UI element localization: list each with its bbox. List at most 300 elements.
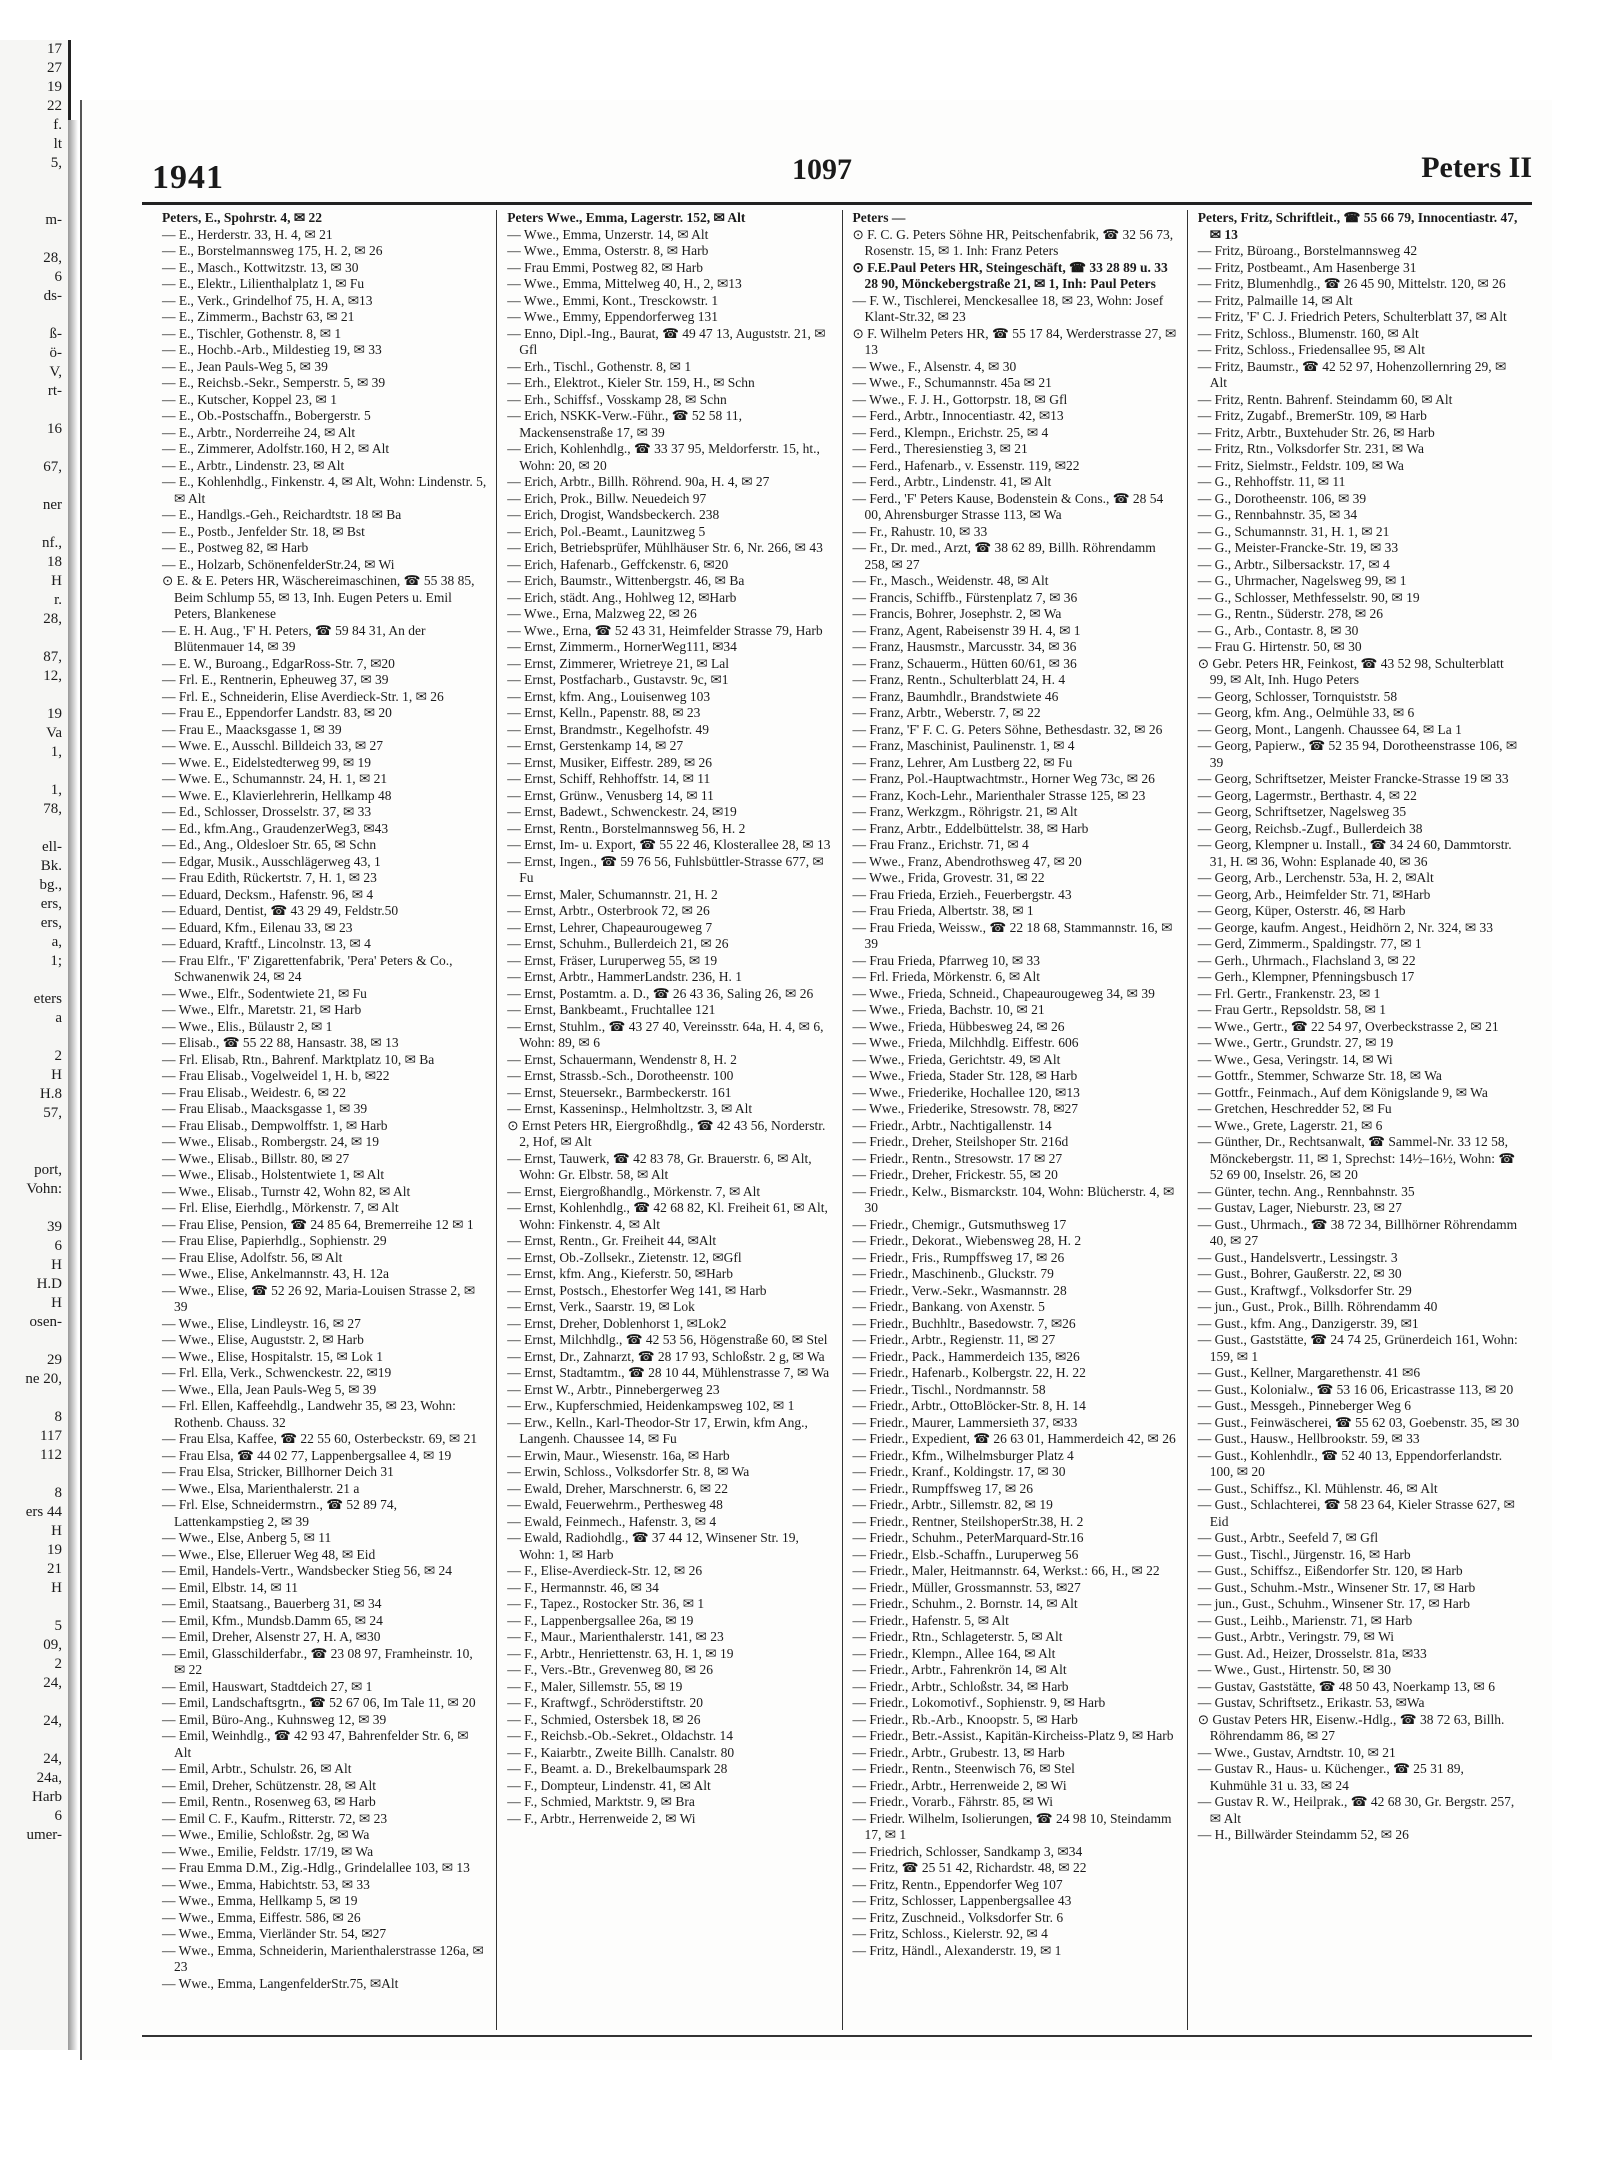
directory-entry: — Gustav, Gaststätte, ☎ 48 50 43, Noerkamp 13, ✉ 6 bbox=[1197, 1678, 1495, 1694]
directory-entry: — Friedr., Arbtr., Sillemstr. 82, ✉ 19 bbox=[852, 1497, 1053, 1512]
directory-entry: — Georg, Schlosser, Tornquiststr. 58 bbox=[1197, 688, 1398, 704]
directory-entry: — Frl. Ella, Verk., Schwenckestr. 22, ✉19 bbox=[162, 1365, 392, 1380]
directory-entry: — Frau Emma D.M., Zig.-Hdlg., Grindelallee 103, ✉ 13 bbox=[162, 1860, 470, 1875]
directory-entry: — Friedr., Arbtr., Fahrenkrön 14, ✉ Alt bbox=[852, 1662, 1067, 1677]
directory-entry: — Francis, Schiffb., Fürstenplatz 7, ✉ 36 bbox=[852, 589, 1078, 605]
directory-entry: — Wwe., Emma, Schneiderin, Marienthalerstrasse 126a, ✉ 23 bbox=[162, 1942, 484, 1974]
directory-entry: — Friedr., Hafenarb., Kolbergstr. 22, H. 22 bbox=[852, 1365, 1086, 1380]
directory-entry: — Wwe., Frida, Grovestr. 31, ✉ 22 bbox=[852, 870, 1045, 885]
header-year: 1941 bbox=[152, 159, 224, 196]
previous-page-line: 1; bbox=[50, 953, 62, 969]
directory-entry: — Wwe., Frieda, Schneid., Chapeaurougeweg 34, ✉ 39 bbox=[852, 985, 1155, 1001]
directory-entry: — Georg, Mont., Langenh. Chaussee 64, ✉ La 1 bbox=[1197, 721, 1462, 737]
directory-entry: — E. H. Aug., 'F' H. Peters, ☎ 59 84 31, An der Blütenmauer 14, ✉ 39 bbox=[162, 622, 426, 654]
directory-entry: — Günther, Dr., Rechtsanwalt, ☎ Sammel-Nr. 33 12 58, Mönckebergstr. 11, ✉ 1, Sprechst: 14½–16½, Wohn: ☎ 52 69 00, Inselstr. 26, ✉ 20 bbox=[1197, 1134, 1516, 1182]
directory-entry: — Erich, Kohlenhdlg., ☎ 33 37 95, Meldorferstr. 15, ht., Wohn: 20, ✉ 20 bbox=[507, 441, 820, 473]
previous-page-line: H bbox=[51, 1523, 62, 1539]
directory-entry: — Frau Gertr., Repsoldstr. 58, ✉ 1 bbox=[1197, 1002, 1387, 1017]
previous-page-line: ner bbox=[42, 497, 62, 513]
directory-entry: — Fritz, Büroang., Borstelmannsweg 42 bbox=[1197, 243, 1418, 258]
directory-entry: — Wwe., Elisab., Turnstr 42, Wohn 82, ✉ Alt bbox=[162, 1183, 411, 1199]
directory-entry: — G., Rentn., Süderstr. 278, ✉ 26 bbox=[1197, 606, 1384, 621]
previous-page-line bbox=[0, 629, 68, 648]
directory-entry: — Friedr., Chemigr., Gutsmuthsweg 17 bbox=[852, 1216, 1067, 1232]
previous-page-line: 39 bbox=[47, 1219, 62, 1235]
directory-entry: — Ferd., Klempn., Erichstr. 25, ✉ 4 bbox=[852, 424, 1049, 440]
directory-entry: — Wwe., Emma, Hellkamp 5, ✉ 19 bbox=[162, 1893, 358, 1908]
directory-entry: — G., Uhrmacher, Nagelsweg 99, ✉ 1 bbox=[1197, 573, 1407, 588]
directory-entry: — Wwe., Emma, Vierländer Str. 54, ✉27 bbox=[162, 1926, 387, 1941]
directory-entry: — Ferd., Hafenarb., v. Essenstr. 119, ✉22 bbox=[852, 457, 1080, 473]
directory-entry: — Ernst, Kohlenhdlg., ☎ 42 68 82, Kl. Freiheit 61, ✉ Alt, Wohn: Finkenstr. 4, ✉ Alt bbox=[507, 1200, 828, 1232]
directory-entry: — Erwin, Schloss., Volksdorfer Str. 8, ✉ Wa bbox=[507, 1464, 750, 1479]
directory-entry: — Friedr., Arbtr., OttoBlöcker-Str. 8, H. 14 bbox=[852, 1398, 1086, 1413]
previous-page-line: 27 bbox=[47, 60, 62, 76]
directory-entry: — E., Jean Pauls-Weg 5, ✉ 39 bbox=[162, 358, 328, 374]
directory-entry: Peters, E., Spohrstr. 4, ✉ 22 bbox=[162, 210, 323, 225]
directory-entry: — Ernst, Stuhlm., ☎ 43 27 40, Vereinsstr. 64a, H. 4, ✉ 6, Wohn: 89, ✉ 6 bbox=[507, 1018, 824, 1050]
directory-entry: — G., Meister-Francke-Str. 19, ✉ 33 bbox=[1197, 540, 1399, 555]
directory-entry: — F., Schmied, Marktstr. 9, ✉ Bra bbox=[507, 1794, 695, 1809]
directory-entry: — Fritz, Zuschneid., Volksdorfer Str. 6 bbox=[852, 1909, 1064, 1925]
directory-entry: — Friedr., Klempn., Allee 164, ✉ Alt bbox=[852, 1645, 1056, 1661]
directory-entry: — Friedr., Tischl., Nordmannstr. 58 bbox=[852, 1381, 1046, 1397]
directory-entry: — Gustav R., Haus- u. Küchenger., ☎ 25 31 89, Kuhmühle 31 u. 33, ✉ 24 bbox=[1197, 1761, 1464, 1793]
directory-entry: — E., Handlgs.-Geh., Reichardtstr. 18 ✉ Ba bbox=[162, 507, 402, 522]
directory-entry: — Wwe., Emma, Mittelweg 40, H., 2, ✉13 bbox=[507, 276, 742, 291]
directory-entry: — Friedr., Buchhltr., Basedowstr. 7, ✉26 bbox=[852, 1315, 1076, 1331]
previous-page-line: 1, bbox=[50, 744, 62, 760]
directory-entry: — Ernst, Milchhdlg., ☎ 42 53 56, Högenstraße 60, ✉ Stel bbox=[507, 1332, 828, 1347]
directory-entry: — F., Schmied, Ostersbek 18, ✉ 26 bbox=[507, 1711, 701, 1727]
directory-entry: — Wwe. E., Schumannstr. 24, H. 1, ✉ 21 bbox=[162, 771, 388, 786]
directory-entry: — Gust., Uhrmach., ☎ 38 72 34, Billhörner Röhrendamm 40, ✉ 27 bbox=[1197, 1216, 1518, 1248]
directory-entry: — Ernst, Gerstenkamp 14, ✉ 27 bbox=[507, 738, 684, 753]
directory-entry: — Frau Elise, Pension, ☎ 24 85 64, Bremerreihe 12 ✉ 1 bbox=[162, 1216, 474, 1232]
directory-entry: — Gust., Kellner, Margarethenstr. 41 ✉6 bbox=[1197, 1365, 1421, 1380]
directory-entry: — Gust., Kolonialw., ☎ 53 16 06, Ericastrasse 113, ✉ 20 bbox=[1197, 1381, 1514, 1397]
directory-entry: — Wwe., Emilie, Schloßstr. 2g, ✉ Wa bbox=[162, 1827, 370, 1842]
directory-entry: — Frl. Gertr., Frankenstr. 23, ✉ 1 bbox=[1197, 985, 1381, 1001]
directory-entry: — Ernst, Arbtr., HammerLandstr. 236, H. 1 bbox=[507, 969, 742, 984]
directory-entry: — F., Arbtr., Henriettenstr. 63, H. 1, ✉ 19 bbox=[507, 1645, 734, 1661]
directory-entry: — Ernst, Arbtr., Osterbrook 72, ✉ 26 bbox=[507, 903, 710, 918]
directory-entry: — Franz, Pol.-Hauptwachtmstr., Horner Weg 73c, ✉ 26 bbox=[852, 771, 1155, 786]
directory-entry: — Friedr., Kranf., Koldingstr. 17, ✉ 30 bbox=[852, 1464, 1066, 1479]
previous-page-line: 6 bbox=[54, 1808, 62, 1824]
previous-page-line: H.D bbox=[36, 1276, 62, 1292]
bottom-rule bbox=[142, 2035, 1532, 2037]
directory-entry: — Frau G. Hirtenstr. 50, ✉ 30 bbox=[1197, 639, 1362, 654]
directory-entry: — Ernst, Bankbeamt., Fruchtallee 121 bbox=[507, 1002, 716, 1017]
previous-page-line: 78, bbox=[43, 801, 62, 817]
previous-page-line: eters bbox=[33, 991, 62, 1007]
directory-entry: — Wwe., Ella, Jean Pauls-Weg 5, ✉ 39 bbox=[162, 1381, 377, 1397]
directory-entry: — Erich, Pol.-Beamt., Launitzweg 5 bbox=[507, 523, 706, 539]
directory-entry: — Frau Elsa, Kaffee, ☎ 22 55 60, Osterbeckstr. 69, ✉ 21 bbox=[162, 1431, 478, 1446]
directory-entry: — Wwe., Elisab., Holstentwiete 1, ✉ Alt bbox=[162, 1167, 385, 1182]
directory-entry: — Franz, Schauerm., Hütten 60/61, ✉ 36 bbox=[852, 655, 1077, 671]
previous-page-line bbox=[0, 439, 68, 458]
directory-entry: — Friedr., Rb.-Arb., Knoopstr. 5, ✉ Harb bbox=[852, 1711, 1078, 1727]
previous-page-line: Harb bbox=[32, 1789, 62, 1805]
previous-page-line: port, bbox=[34, 1162, 62, 1178]
directory-entry: ⊙ E. & E. Peters HR, Wäschereimaschinen, ☎ 55 38 85, Beim Schlump 55, ✉ 13, Inh. Eugen Peters u. Emil Peters, Blankenese bbox=[162, 573, 475, 621]
directory-entry: — E., Hochb.-Arb., Mildestieg 19, ✉ 33 bbox=[162, 342, 382, 357]
directory-entry: — Gerh., Uhrmach., Flachsland 3, ✉ 22 bbox=[1197, 952, 1416, 968]
directory-entry: — Frl. Else, Schneidermstrn., ☎ 52 89 74, Lattenkampstieg 2, ✉ 39 bbox=[162, 1497, 398, 1529]
previous-page-line: ß- bbox=[49, 326, 62, 342]
directory-entry: — Erich, städt. Ang., Hohlweg 12, ✉Harb bbox=[507, 589, 737, 605]
directory-entry: — Frl. Frieda, Mörkenstr. 6, ✉ Alt bbox=[852, 969, 1041, 984]
previous-page-line: 24, bbox=[43, 1713, 62, 1729]
directory-entry: — Emil, Büro-Ang., Kuhnsweg 12, ✉ 39 bbox=[162, 1711, 387, 1727]
directory-entry: — F., Reichsb.-Ob.-Sekret., Oldachstr. 14 bbox=[507, 1728, 734, 1743]
directory-entry: — Ferd., Arbtr., Lindenstr. 41, ✉ Alt bbox=[852, 474, 1052, 489]
directory-entry: — Ernst, Brandmstr., Kegelhofstr. 49 bbox=[507, 721, 709, 737]
directory-entry: — E., Kutscher, Koppel 23, ✉ 1 bbox=[162, 391, 337, 407]
directory-entry: — Fritz, Rentn., Eppendorfer Weg 107 bbox=[852, 1876, 1063, 1892]
previous-page-line: a, bbox=[51, 934, 62, 950]
directory-entry: — Friedr. Wilhelm, Isolierungen, ☎ 24 98 10, Steindamm 17, ✉ 1 bbox=[852, 1810, 1172, 1842]
previous-page-line: 87, bbox=[43, 649, 62, 665]
directory-entry: — E., Kohlenhdlg., Finkenstr. 4, ✉ Alt, Wohn: Lindenstr. 5, ✉ Alt bbox=[162, 474, 487, 506]
directory-entry: — Fritz, Schloss., Kielerstr. 92, ✉ 4 bbox=[852, 1926, 1048, 1941]
directory-entry: — Frau Elise, Adolfstr. 56, ✉ Alt bbox=[162, 1249, 343, 1265]
previous-page-line: osen- bbox=[29, 1314, 62, 1330]
directory-entry: — Ernst, Tauwerk, ☎ 42 83 78, Gr. Brauerstr. 6, ✉ Alt, Wohn: Gr. Elbstr. 58, ✉ Alt bbox=[507, 1150, 812, 1182]
directory-entry: — Ernst, Postamtm. a. D., ☎ 26 43 36, Saling 26, ✉ 26 bbox=[507, 985, 814, 1001]
directory-entry: — E., Reichsb.-Sekr., Semperstr. 5, ✉ 39 bbox=[162, 375, 386, 390]
directory-entry: — Gust., Messgeh., Pinneberger Weg 6 bbox=[1197, 1398, 1412, 1413]
previous-page-line: 19 bbox=[47, 1542, 62, 1558]
directory-entry: — Friedrich, Schlosser, Sandkamp 3, ✉34 bbox=[852, 1843, 1083, 1859]
header-page-number: 1097 bbox=[792, 153, 852, 186]
directory-entry: — Erich, Arbtr., Billh. Röhrend. 90a, H. 4, ✉ 27 bbox=[507, 474, 770, 489]
directory-entry: — Ernst, Musiker, Eiffestr. 289, ✉ 26 bbox=[507, 754, 713, 770]
directory-entry: — Franz, Koch-Lehr., Marienthaler Strasse 125, ✉ 23 bbox=[852, 787, 1146, 803]
directory-entry: — Emil C. F., Kaufm., Ritterstr. 72, ✉ 23 bbox=[162, 1810, 388, 1826]
directory-entry: — Friedr., Dekorat., Wiebensweg 28, H. 2 bbox=[852, 1233, 1082, 1248]
directory-entry: Peters, Fritz, Schriftleit., ☎ 55 66 79, Innocentiastr. 47, ✉ 13 bbox=[1197, 210, 1518, 242]
directory-entry: — Fritz, Rentn. Bahrenf. Steindamm 60, ✉ Alt bbox=[1197, 391, 1453, 407]
directory-entry: — Gerh., Klempner, Pfenningsbusch 17 bbox=[1197, 969, 1415, 984]
directory-entry: — G., Dorotheenstr. 106, ✉ 39 bbox=[1197, 490, 1367, 506]
directory-entry: — Ferd., Arbtr., Innocentiastr. 42, ✉13 bbox=[852, 408, 1064, 423]
previous-page-line: 5, bbox=[50, 155, 62, 171]
directory-entry: — Gust., Kohlenhdlr., ☎ 52 40 13, Eppendorferlandstr. 100, ✉ 20 bbox=[1197, 1447, 1503, 1479]
previous-page-line bbox=[0, 1465, 68, 1484]
previous-page-line: umer- bbox=[26, 1827, 62, 1843]
previous-page-line: 117 bbox=[40, 1428, 62, 1444]
directory-entry: — Gust., Hausw., Hellbrookstr. 59, ✉ 33 bbox=[1197, 1431, 1420, 1446]
previous-page-line: H bbox=[51, 1295, 62, 1311]
directory-entry: — Ed., Schlosser, Drosselstr. 37, ✉ 33 bbox=[162, 804, 372, 819]
directory-entry: — Wwe., Frieda, Gerichtstr. 49, ✉ Alt bbox=[852, 1051, 1061, 1067]
directory-entry: — Frau E., Maacksgasse 1, ✉ 39 bbox=[162, 721, 342, 737]
directory-entry: — G., Arb., Contastr. 8, ✉ 30 bbox=[1197, 622, 1359, 638]
directory-entry: — Wwe., Elisab., Rombergstr. 24, ✉ 19 bbox=[162, 1134, 380, 1149]
directory-entry: — Frl. Ellen, Kaffeehdlg., Landwehr 35, ✉ 23, Wohn: Rothenb. Chauss. 32 bbox=[162, 1398, 456, 1430]
column-2 bbox=[497, 210, 842, 2030]
directory-entry: — Frl. E., Schneiderin, Elise Averdieck-Str. 1, ✉ 26 bbox=[162, 688, 444, 704]
previous-page-line: 29 bbox=[47, 1352, 62, 1368]
directory-entry: — F., Hermannstr. 46, ✉ 34 bbox=[507, 1579, 659, 1595]
directory-entry: — Ewald, Feinmech., Hafenstr. 3, ✉ 4 bbox=[507, 1513, 717, 1529]
directory-entry: — Fritz, Sielmstr., Feldstr. 109, ✉ Wa bbox=[1197, 457, 1404, 473]
previous-page-line: 112 bbox=[40, 1447, 62, 1463]
directory-entry: — Emil, Rentn., Rosenweg 63, ✉ Harb bbox=[162, 1794, 376, 1809]
directory-entry: — G., Arbtr., Silbersackstr. 17, ✉ 4 bbox=[1197, 556, 1390, 572]
directory-entry: — Fritz, ☎ 25 51 42, Richardstr. 48, ✉ 22 bbox=[852, 1860, 1087, 1875]
directory-entry: — Fritz, 'F' C. J. Friedrich Peters, Schulterblatt 37, ✉ Alt bbox=[1197, 309, 1507, 324]
directory-entry: — Ernst, Eiergroßhandlg., Mörkenstr. 7, ✉ Alt bbox=[507, 1183, 761, 1199]
directory-entry: — Gust., Leihb., Marienstr. 71, ✉ Harb bbox=[1197, 1612, 1413, 1628]
directory-entry: — Friedr., Expedient, ☎ 26 63 01, Hammerdeich 42, ✉ 26 bbox=[852, 1431, 1176, 1446]
directory-entry: — Emil, Handels-Vertr., Wandsbecker Stieg 56, ✉ 24 bbox=[162, 1563, 453, 1578]
previous-page-line: 8 bbox=[54, 1485, 62, 1501]
directory-entry: — Friedr., Schuhm., 2. Bornstr. 14, ✉ Alt bbox=[852, 1596, 1078, 1611]
directory-entry: — Emil, Staatsang., Bauerberg 31, ✉ 34 bbox=[162, 1596, 382, 1611]
directory-entry: — G., Schumannstr. 31, H. 1, ✉ 21 bbox=[1197, 523, 1390, 539]
directory-entry: — Fr., Rahustr. 10, ✉ 33 bbox=[852, 523, 988, 539]
directory-entry: — Erh., Elektrot., Kieler Str. 159, H., ✉ Schn bbox=[507, 375, 755, 390]
directory-entry: — Friedr., Bankang. von Axenstr. 5 bbox=[852, 1299, 1045, 1314]
previous-page-line: 24, bbox=[43, 1675, 62, 1691]
previous-page-text bbox=[0, 40, 68, 1845]
previous-page-line: Bk. bbox=[40, 858, 62, 874]
directory-entry: — Wwe., Frieda, Stader Str. 128, ✉ Harb bbox=[852, 1068, 1078, 1083]
directory-entry: — Fritz, Schloss., Friedensallee 95, ✉ Alt bbox=[1197, 342, 1426, 357]
directory-entry: — Friedr., Rentner, SteilshoperStr.38, H. 2 bbox=[852, 1513, 1084, 1529]
directory-entry: — Gust., Schlachterei, ☎ 58 23 64, Kieler Strasse 627, ✉ Eid bbox=[1197, 1497, 1515, 1529]
directory-page bbox=[80, 100, 1552, 2060]
directory-entry: — Georg, Küper, Osterstr. 46, ✉ Harb bbox=[1197, 903, 1406, 918]
previous-page-line bbox=[0, 971, 68, 990]
directory-entry: — Gottfr., Stemmer, Schwarze Str. 18, ✉ Wa bbox=[1197, 1068, 1442, 1083]
directory-entry: — Wwe., Elise, Lindleystr. 16, ✉ 27 bbox=[162, 1315, 361, 1331]
directory-entry: — H., Billwärder Steindamm 52, ✉ 26 bbox=[1197, 1827, 1409, 1842]
directory-entry: — Ernst, Ingen., ☎ 59 76 56, Fuhlsbüttler-Strasse 677, ✉ Fu bbox=[507, 853, 824, 885]
previous-page-line: rt- bbox=[47, 383, 62, 399]
previous-page-line: lt bbox=[53, 136, 62, 152]
directory-entry: — Gust., Handelsvertr., Lessingstr. 3 bbox=[1197, 1249, 1398, 1265]
previous-page-line: 17 bbox=[47, 41, 62, 57]
directory-entry: — Wwe., Gertr., Grundstr. 27, ✉ 19 bbox=[1197, 1035, 1394, 1050]
directory-entry: — Gust., Tischl., Jürgenstr. 16, ✉ Harb bbox=[1197, 1546, 1411, 1562]
directory-entry: — Gottfr., Feinmach., Auf dem Königslande 9, ✉ Wa bbox=[1197, 1084, 1488, 1100]
previous-page-line: H bbox=[51, 1067, 62, 1083]
directory-entry: — E., Arbtr., Lindenstr. 23, ✉ Alt bbox=[162, 457, 345, 473]
directory-entry: — Wwe., Frieda, Milchhdlg. Eiffestr. 606 bbox=[852, 1035, 1079, 1050]
directory-entry: — Frl. E., Rentnerin, Epheuweg 37, ✉ 39 bbox=[162, 672, 389, 687]
directory-entry: — Ferd., 'F' Peters Kause, Bodenstein & Cons., ☎ 28 54 00, Ahrensburger Strasse 113, ✉ Wa bbox=[852, 490, 1164, 522]
directory-entry: — E. W., Buroang., EdgarRoss-Str. 7, ✉20 bbox=[162, 655, 395, 671]
directory-entry: — Georg, Arb., Lerchenstr. 53a, H. 2, ✉Alt bbox=[1197, 870, 1434, 885]
directory-entry: — Franz, Hausmstr., Marcusstr. 34, ✉ 36 bbox=[852, 639, 1077, 654]
directory-entry: — Franz, Arbtr., Eddelbüttelstr. 38, ✉ Harb bbox=[852, 820, 1089, 836]
directory-entry: — Ernst, Schiff, Rehhoffstr. 14, ✉ 11 bbox=[507, 771, 711, 786]
previous-page-line: 2 bbox=[54, 1048, 62, 1064]
previous-page-line bbox=[0, 477, 68, 496]
directory-entry: — Ewald, Dreher, Marschnerstr. 6, ✉ 22 bbox=[507, 1480, 728, 1496]
previous-page-line bbox=[0, 1389, 68, 1408]
previous-page-line: 8 bbox=[54, 1409, 62, 1425]
previous-page-line: bg., bbox=[39, 877, 62, 893]
previous-page-line: 21 bbox=[47, 1561, 62, 1577]
directory-entry: — Ernst, Fräser, Luruperweg 55, ✉ 19 bbox=[507, 952, 718, 968]
directory-entry: — Gustav R. W., Heilprak., ☎ 42 68 30, Gr. Bergstr. 257, ✉ Alt bbox=[1197, 1794, 1515, 1826]
directory-entry: — Enno, Dipl.-Ing., Baurat, ☎ 49 47 13, Auguststr. 21, ✉ Gfl bbox=[507, 325, 826, 357]
directory-entry: — Wwe., Elise, Ankelmannstr. 43, H. 12a bbox=[162, 1266, 389, 1281]
directory-entry: — Wwe., Else, Elleruer Weg 48, ✉ Eid bbox=[162, 1546, 376, 1562]
directory-entry: — Fritz, Zugabf., BremerStr. 109, ✉ Harb bbox=[1197, 408, 1427, 423]
previous-page-line: 1, bbox=[50, 782, 62, 798]
directory-entry: — Ernst, Kasseninsp., Helmholtzstr. 3, ✉ Alt bbox=[507, 1101, 753, 1116]
directory-entry: — Wwe. E., Eidelstedterweg 99, ✉ 19 bbox=[162, 754, 372, 770]
directory-entry: — E., Postweg 82, ✉ Harb bbox=[162, 540, 309, 555]
directory-entry: — Friedr., Verw.-Sekr., Wasmannstr. 28 bbox=[852, 1282, 1067, 1298]
previous-page-line bbox=[0, 819, 68, 838]
directory-entry: — Frl. Elise, Eierhdlg., Mörkenstr. 7, ✉ Alt bbox=[162, 1200, 399, 1215]
directory-entry: — Frau Franz., Erichstr. 71, ✉ 4 bbox=[852, 837, 1029, 852]
directory-entry: — Franz, Maschinist, Paulinenstr. 1, ✉ 4 bbox=[852, 738, 1075, 753]
previous-page-line bbox=[0, 401, 68, 420]
directory-entry: — Frl. Elisab, Rtn., Bahrenf. Marktplatz 10, ✉ Ba bbox=[162, 1051, 435, 1067]
directory-entry: — Frau Frieda, Erzieh., Feuerbergstr. 43 bbox=[852, 886, 1072, 902]
directory-entry: — Wwe., Elise, ☎ 52 26 92, Maria-Louisen Strasse 2, ✉ 39 bbox=[162, 1282, 476, 1314]
directory-entry: ⊙ Ernst Peters HR, Eiergroßhdlg., ☎ 42 43 56, Norderstr. 2, Hof, ✉ Alt bbox=[507, 1117, 826, 1149]
directory-entry: — Wwe., Elis., Bülaustr 2, ✉ 1 bbox=[162, 1018, 333, 1034]
directory-entry: ⊙ Gebr. Peters HR, Feinkost, ☎ 43 52 98, Schulterblatt 99, ✉ Alt, Inh. Hugo Peters bbox=[1197, 655, 1504, 687]
directory-entry: Peters — bbox=[852, 210, 906, 225]
directory-entry: — Wwe., Grete, Lagerstr. 21, ✉ 6 bbox=[1197, 1117, 1383, 1133]
directory-entry: — Friedr., Rentn., Stresowstr. 17 ✉ 27 bbox=[852, 1150, 1063, 1166]
directory-entry: — F., Vers.-Btr., Grevenweg 80, ✉ 26 bbox=[507, 1662, 713, 1677]
page-binding bbox=[68, 120, 78, 2050]
directory-entry: — Erich, Prok., Billw. Neuedeich 97 bbox=[507, 490, 707, 506]
previous-page-line: 6 bbox=[54, 1238, 62, 1254]
directory-entry: — Emil, Hauswart, Stadtdeich 27, ✉ 1 bbox=[162, 1678, 373, 1694]
directory-entry: — F., Kraftwgf., Schröderstiftstr. 20 bbox=[507, 1695, 704, 1710]
directory-entry: — Fritz, Postbeamt., Am Hasenberge 31 bbox=[1197, 259, 1417, 275]
directory-entry: — Friedr., Vorarb., Fährstr. 85, ✉ Wi bbox=[852, 1794, 1054, 1809]
previous-page-line: 28, bbox=[43, 250, 62, 266]
directory-entry: — Ernst, Verk., Saarstr. 19, ✉ Lok bbox=[507, 1299, 695, 1314]
directory-entry: — Fritz, Palmaille 14, ✉ Alt bbox=[1197, 292, 1353, 308]
directory-entry: — Wwe., Elfr., Sodentwiete 21, ✉ Fu bbox=[162, 985, 367, 1001]
directory-entry: — Georg, Klempner u. Install., ☎ 34 24 60, Dammtorstr. 31, H. ✉ 36, Wohn: Esplanade 40, ✉ 36 bbox=[1197, 837, 1512, 869]
directory-entry: — Wwe., Elfr., Maretstr. 21, ✉ Harb bbox=[162, 1002, 362, 1017]
directory-entry: — Friedr., Rtn., Schlageterstr. 5, ✉ Alt bbox=[852, 1629, 1063, 1644]
previous-page-line: 2 bbox=[54, 1656, 62, 1672]
directory-entry: — Ewald, Radiohdlg., ☎ 37 44 12, Winsener Str. 19, Wohn: 1, ✉ Harb bbox=[507, 1530, 799, 1562]
directory-entry: — Wwe., Erna, Malzweg 22, ✉ 26 bbox=[507, 606, 697, 621]
directory-entry: — Friedr., Arbtr., Nachtigallenstr. 14 bbox=[852, 1117, 1052, 1133]
directory-entry: Peters Wwe., Emma, Lagerstr. 152, ✉ Alt bbox=[507, 210, 746, 225]
previous-page-line: 12, bbox=[43, 668, 62, 684]
previous-page-line bbox=[0, 1332, 68, 1351]
directory-entry: — Emil, Dreher, Schützenstr. 28, ✉ Alt bbox=[162, 1777, 376, 1793]
directory-entry: — Wwe., Elsa, Marienthalerstr. 21 a bbox=[162, 1480, 360, 1496]
previous-page-line bbox=[0, 1028, 68, 1047]
directory-entry: — Franz, Rentn., Schulterblatt 24, H. 4 bbox=[852, 672, 1066, 687]
directory-entry: — Fritz, Schloss., Blumenstr. 160, ✉ Alt bbox=[1197, 325, 1419, 341]
previous-page-line bbox=[0, 1693, 68, 1712]
directory-entry: — E., Zimmerer, Adolfstr.160, H 2, ✉ Alt bbox=[162, 441, 390, 456]
directory-entry: — Gretchen, Heschredder 52, ✉ Fu bbox=[1197, 1101, 1392, 1116]
previous-page-line: V, bbox=[49, 364, 62, 380]
directory-entry: — Wwe., F. J. H., Gottorpstr. 18, ✉ Gfl bbox=[852, 391, 1068, 407]
directory-entry: — Ernst, Schuhm., Bullerdeich 21, ✉ 26 bbox=[507, 936, 729, 951]
previous-page-line: H bbox=[51, 1580, 62, 1596]
directory-entry: — Erw., Kupferschmied, Heidenkampsweg 102, ✉ 1 bbox=[507, 1398, 795, 1413]
previous-page-line: m- bbox=[45, 212, 62, 228]
directory-entry: — Frau Elisab., Vogelweidel 1, H. b, ✉22 bbox=[162, 1068, 390, 1083]
directory-entry: — Wwe., Elise, Auguststr. 2, ✉ Harb bbox=[162, 1332, 364, 1347]
directory-entry: — E., Borstelmannsweg 175, H. 2, ✉ 26 bbox=[162, 243, 383, 258]
directory-entry: — Gust., Schiffsz., Eißendorfer Str. 120, ✉ Harb bbox=[1197, 1563, 1463, 1578]
previous-page-line bbox=[0, 515, 68, 534]
directory-entry: — Emil, Weinhdlg., ☎ 42 93 47, Bahrenfelder Str. 6, ✉ Alt bbox=[162, 1728, 469, 1760]
directory-entry: — Ernst, Zimmerer, Wrietreye 21, ✉ Lal bbox=[507, 655, 730, 671]
previous-page-line: 16 bbox=[47, 421, 62, 437]
directory-entry: — Emil, Elbstr. 14, ✉ 11 bbox=[162, 1579, 299, 1595]
directory-entry: — Wwe., Emma, Osterstr. 8, ✉ Harb bbox=[507, 243, 709, 258]
previous-page-line bbox=[0, 1142, 68, 1161]
directory-entry: — E., Tischler, Gothenstr. 8, ✉ 1 bbox=[162, 325, 342, 341]
directory-entry: — Franz, 'F' F. C. G. Peters Söhne, Bethesdastr. 32, ✉ 26 bbox=[852, 721, 1163, 737]
previous-page-line: Vohn: bbox=[26, 1181, 62, 1197]
directory-entry: ⊙ F. C. G. Peters Söhne HR, Peitschenfabrik, ☎ 32 56 73, Rosenstr. 15, ✉ 1. Inh: Franz Peters bbox=[852, 226, 1174, 258]
directory-entry: — Wwe., Gust., Hirtenstr. 50, ✉ 30 bbox=[1197, 1662, 1392, 1677]
directory-entry: — Frau Elisab., Dempwolffstr. 1, ✉ Harb bbox=[162, 1117, 388, 1133]
directory-entry: — Frau Emmi, Postweg 82, ✉ Harb bbox=[507, 259, 704, 275]
directory-entry: — Wwe., Frieda, Bachstr. 10, ✉ 21 bbox=[852, 1002, 1045, 1017]
directory-entry: — Wwe., Friederike, Stresowstr. 78, ✉27 bbox=[852, 1101, 1079, 1116]
directory-entry: — Ernst, Dreher, Doblenhorst 1, ✉Lok2 bbox=[507, 1315, 727, 1331]
directory-entry: — F., Tapez., Rostocker Str. 36, ✉ 1 bbox=[507, 1596, 705, 1611]
previous-page-line: 67, bbox=[43, 459, 62, 475]
directory-entry: — Gust., Schiffsz., Kl. Mühlenstr. 46, ✉ Alt bbox=[1197, 1480, 1438, 1496]
directory-entry: — Emil, Kfm., Mundsb.Damm 65, ✉ 24 bbox=[162, 1612, 383, 1628]
page-header bbox=[152, 145, 1532, 205]
previous-page-line: 6 bbox=[54, 269, 62, 285]
previous-page-line: ers 44 bbox=[25, 1504, 62, 1520]
previous-page-line bbox=[0, 1598, 68, 1617]
directory-entry: — F., Lappenbergsallee 26a, ✉ 19 bbox=[507, 1612, 694, 1628]
directory-entry: — Gust., Bohrer, Gaußerstr. 22, ✉ 30 bbox=[1197, 1266, 1402, 1281]
column-3 bbox=[843, 210, 1188, 2030]
directory-entry: — Ed., Ang., Oldesloer Str. 65, ✉ Schn bbox=[162, 837, 377, 852]
directory-entry: — Friedr., Dreher, Steilshoper Str. 216d bbox=[852, 1134, 1069, 1149]
previous-page-line bbox=[0, 1199, 68, 1218]
directory-entry: — Friedr., Kelw., Bismarckstr. 104, Wohn: Blücherstr. 4, ✉ 30 bbox=[852, 1183, 1175, 1215]
directory-entry: — Ernst, Strassb.-Sch., Dorotheenstr. 100 bbox=[507, 1068, 734, 1083]
directory-entry: — Franz, Agent, Rabeisenstr 39 H. 4, ✉ 1 bbox=[852, 622, 1081, 638]
previous-page-line: ne 20, bbox=[25, 1371, 62, 1387]
directory-entry: — Ernst, Rentn., Borstelmannsweg 56, H. 2 bbox=[507, 820, 746, 836]
directory-entry: — Wwe., Franz, Abendrothsweg 47, ✉ 20 bbox=[852, 853, 1082, 869]
directory-entry: — Frau Elfr., 'F' Zigarettenfabrik, 'Pera' Peters & Co., Schwanenwik 24, ✉ 24 bbox=[162, 952, 453, 984]
directory-entry: — Ernst, Postfacharb., Gustavstr. 9c, ✉1 bbox=[507, 672, 729, 687]
directory-entry: — Wwe., Emma, Habichtstr. 53, ✉ 33 bbox=[162, 1876, 370, 1892]
directory-entry: — Gerd, Zimmerm., Spaldingstr. 77, ✉ 1 bbox=[1197, 936, 1422, 951]
previous-page-line: 19 bbox=[47, 79, 62, 95]
directory-entry: — Friedr., Maler, Heitmannstr. 64, Werkst.: 66, H., ✉ 22 bbox=[852, 1563, 1160, 1578]
previous-page-line: ell- bbox=[42, 839, 62, 855]
directory-entry: — F., Arbtr., Herrenweide 2, ✉ Wi bbox=[507, 1810, 696, 1826]
